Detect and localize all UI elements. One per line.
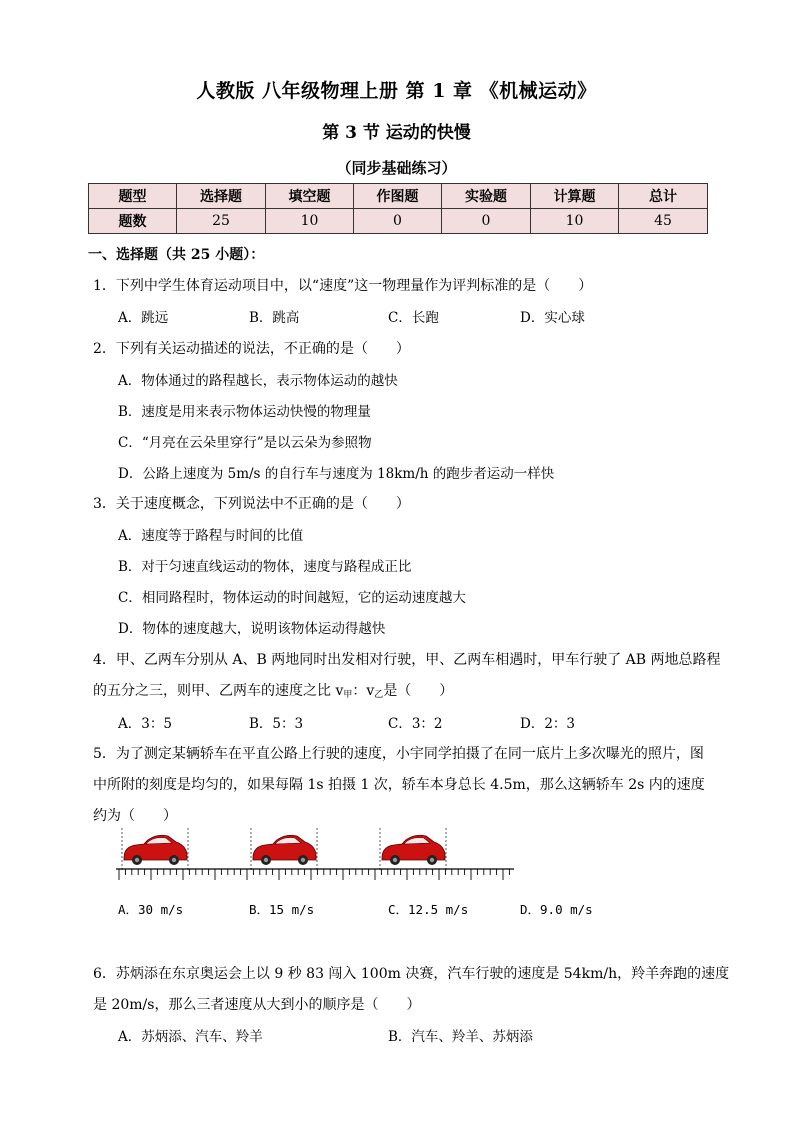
table-cell: 计算题	[531, 184, 619, 209]
question-1-stem: 1．下列中学生体育运动项目中，以“速度”这一物理量作为评判标准的是（ ）	[93, 278, 593, 294]
table-cell: 45	[619, 209, 708, 234]
question-5-line-3: 约为（ ）	[93, 808, 177, 824]
table-cell: 填空题	[266, 184, 354, 209]
q4-subscript-yi: 乙	[374, 690, 384, 700]
q4-text: 是（ ）	[383, 683, 454, 699]
q5-option-b-text: B．15 m/s	[249, 902, 315, 917]
q5-option-c	[388, 900, 468, 918]
q4-text: ：v	[352, 683, 375, 699]
q5-option-b	[249, 900, 314, 918]
q4-text: 的五分之三，则甲、乙两车的速度之比 v	[93, 683, 344, 699]
scale-ticks	[119, 869, 509, 880]
table-cell: 实验题	[442, 184, 531, 209]
q4-option-c: C．3：2	[388, 716, 443, 732]
table-cell: 10	[266, 209, 354, 234]
q5-option-d	[520, 900, 593, 918]
question-5-line-1: 5．为了测定某辆轿车在平直公路上行驶的速度，小宇同学拍摄了在同一底片上多次曝光的照片，图	[93, 746, 704, 762]
q2-option-d: D．公路上速度为 5m/s 的自行车与速度为 18km/h 的跑步者运动一样快	[118, 466, 555, 482]
q5-option-a-text: A．30 m/s	[118, 902, 184, 917]
q5-option-a	[118, 900, 183, 918]
q2-option-c: C．“月亮在云朵里穿行”是以云朵为参照物	[118, 435, 372, 451]
q3-option-d: D．物体的速度越大，说明该物体运动得越快	[118, 621, 386, 637]
table-cell: 作图题	[354, 184, 442, 209]
car-image-1	[124, 835, 187, 865]
q6-option-b: B．汽车、羚羊、苏炳添	[388, 1029, 533, 1045]
question-6-line-1: 6．苏炳添在东京奥运会上以 9 秒 83 闯入 100m 决赛，汽车行驶的速度是 54km/h，羚羊奔跑的速度	[93, 966, 730, 982]
q6-option-a: A．苏炳添、汽车、羚羊	[118, 1029, 263, 1045]
table-cell: 选择题	[177, 184, 266, 209]
q2-option-a: A．物体通过的路程越长，表示物体运动的越快	[118, 373, 398, 389]
q4-option-a: A．3：5	[118, 716, 172, 732]
section-title: 第 3 节 运动的快慢	[322, 123, 471, 143]
section-heading: 一、选择题（共 25 小题）：	[88, 247, 265, 263]
q1-option-d: D．实心球	[520, 310, 585, 326]
subtitle: （同步基础练习）	[336, 159, 457, 177]
q1-option-b: B．跳高	[249, 310, 300, 326]
q3-option-a: A．速度等于路程与时间的比值	[118, 528, 304, 544]
q4-option-d: D．2：3	[520, 716, 576, 732]
table-cell: 0	[442, 209, 531, 234]
question-4-line-1: 4．甲、乙两车分别从 A、B 两地同时出发相对行驶，甲、乙两车相遇时，甲车行驶了 AB 两地总路程	[93, 652, 721, 668]
q3-option-c: C．相同路程时，物体运动的时间越短，它的运动速度越大	[118, 590, 466, 606]
q3-option-b: B．对于匀速直线运动的物体，速度与路程成正比	[118, 559, 412, 575]
q5-option-c-text: C．12.5 m/s	[388, 902, 469, 917]
q1-option-c: C．长跑	[388, 310, 439, 326]
table-header-row	[89, 184, 708, 209]
question-count-table	[88, 183, 708, 234]
table-cell: 25	[177, 209, 266, 234]
question-2-stem: 2．下列有关运动描述的说法，不正确的是（ ）	[93, 341, 410, 357]
q1-option-a: A．跳远	[118, 310, 169, 326]
table-cell: 0	[354, 209, 442, 234]
q5-option-d-text: D．9.0 m/s	[520, 902, 593, 917]
table-cell: 10	[531, 209, 619, 234]
q2-option-b: B．速度是用来表示物体运动快慢的物理量	[118, 404, 371, 420]
question-6-line-2: 是 20m/s，那么三者速度从大到小的顺序是（ ）	[93, 997, 421, 1013]
table-cell: 题型	[89, 184, 177, 209]
question-3-stem: 3．关于速度概念，下列说法中不正确的是（ ）	[93, 496, 410, 512]
car-image-2	[253, 835, 316, 865]
question-5-line-2: 中所附的刻度是均匀的，如果每隔 1s 拍摄 1 次，轿车本身总长 4.5m，那么这辆轿车 2s 内的速度	[93, 777, 705, 793]
table-cell: 题数	[89, 209, 177, 234]
table-row	[89, 209, 708, 234]
q4-subscript-jia: 甲	[343, 690, 353, 700]
q4-option-b: B．5：3	[249, 716, 304, 732]
car-exposure-figure	[116, 826, 516, 886]
table-cell: 总计	[619, 184, 708, 209]
car-image-3	[382, 835, 445, 865]
document-title: 人教版 八年级物理上册 第 1 章 《机械运动》	[196, 80, 597, 102]
question-4-line-2	[93, 680, 453, 700]
